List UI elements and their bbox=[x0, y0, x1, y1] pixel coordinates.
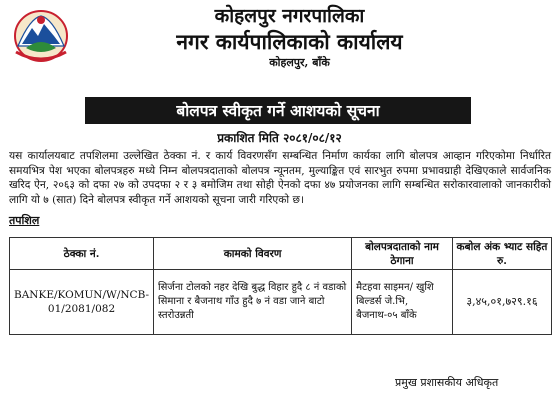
office-name: नगर कार्यपालिकाको कार्यालय bbox=[176, 29, 403, 54]
notice-body: यस कार्यालयबाट तपशिलमा उल्लेखित ठेक्का नं. र कार्य विवरणसँग सम्बन्धित निर्माण कार्यका लागि बोलपत्र आव्हान गरिएकोमा निर्धारित समयभित्र पेश भएका बोलपत्रहरु मध्ये निम्न बोलपत्रदाताको बोलपत्र न्यूनतम, मुल्याङ्कित एवं सारभुत रुपमा प्रभावग्राही देखिएकाले सार्वजनिक खरिद ऐन, २०६३ को दफा २७ को उपदफा २ र ३ बमोजिम तथा सोही ऐनको दफा ४७ प्रयोजनका लागि सम्बन्धित सरोकारवालाको जानकारीको लागि यो ७ (सात) दिने बोलपत्र स्वीकृत गर्ने आशयको सूचना जारी गरिएको छ। bbox=[9, 150, 551, 206]
cell-bidder: मैटहवा साइमन/ खुशि बिल्डर्स जे.भि, बैजनाथ-०५ बाँके bbox=[352, 270, 453, 335]
cell-contract-no: BANKE/KOMUN/W/NCB-01/2081/082 bbox=[10, 270, 154, 335]
header-contract-no: ठेक्का नं. bbox=[10, 238, 154, 270]
published-date: प्रकाशित मिति २०८१/०८/१२ bbox=[217, 131, 342, 145]
cell-work-description: सिर्जना टोलको नहर देखि बुद्ध विहार हुदै ८ नं वडाको सिमाना र बैजनाथ गाँउ हुदै ७ नं वडा जाने बाटो स्तरोउन्नती bbox=[154, 270, 352, 335]
table-header-row bbox=[10, 238, 552, 270]
tender-table bbox=[9, 237, 552, 335]
notice-title-banner: बोलपत्र स्वीकृत गर्ने आशयको सूचना bbox=[85, 97, 471, 124]
details-label: तपशिल bbox=[9, 214, 40, 227]
municipality-name: कोहलपुर नगरपालिका bbox=[214, 5, 365, 27]
header-bidder: बोलपत्रदाताको नाम ठेगाना bbox=[352, 238, 453, 270]
office-address: कोहलपुर, बाँके bbox=[269, 56, 330, 69]
signatory-title: प्रमुख प्रशासकीय अधिकृत bbox=[395, 376, 499, 389]
table-row bbox=[10, 270, 552, 335]
office-header bbox=[0, 4, 559, 70]
cell-amount: ३,४५,०१,७२९.१६ bbox=[452, 270, 551, 335]
header-amount: कबोल अंक भ्याट सहित रु. bbox=[452, 238, 551, 270]
header-work-description: कामको विवरण bbox=[154, 238, 352, 270]
